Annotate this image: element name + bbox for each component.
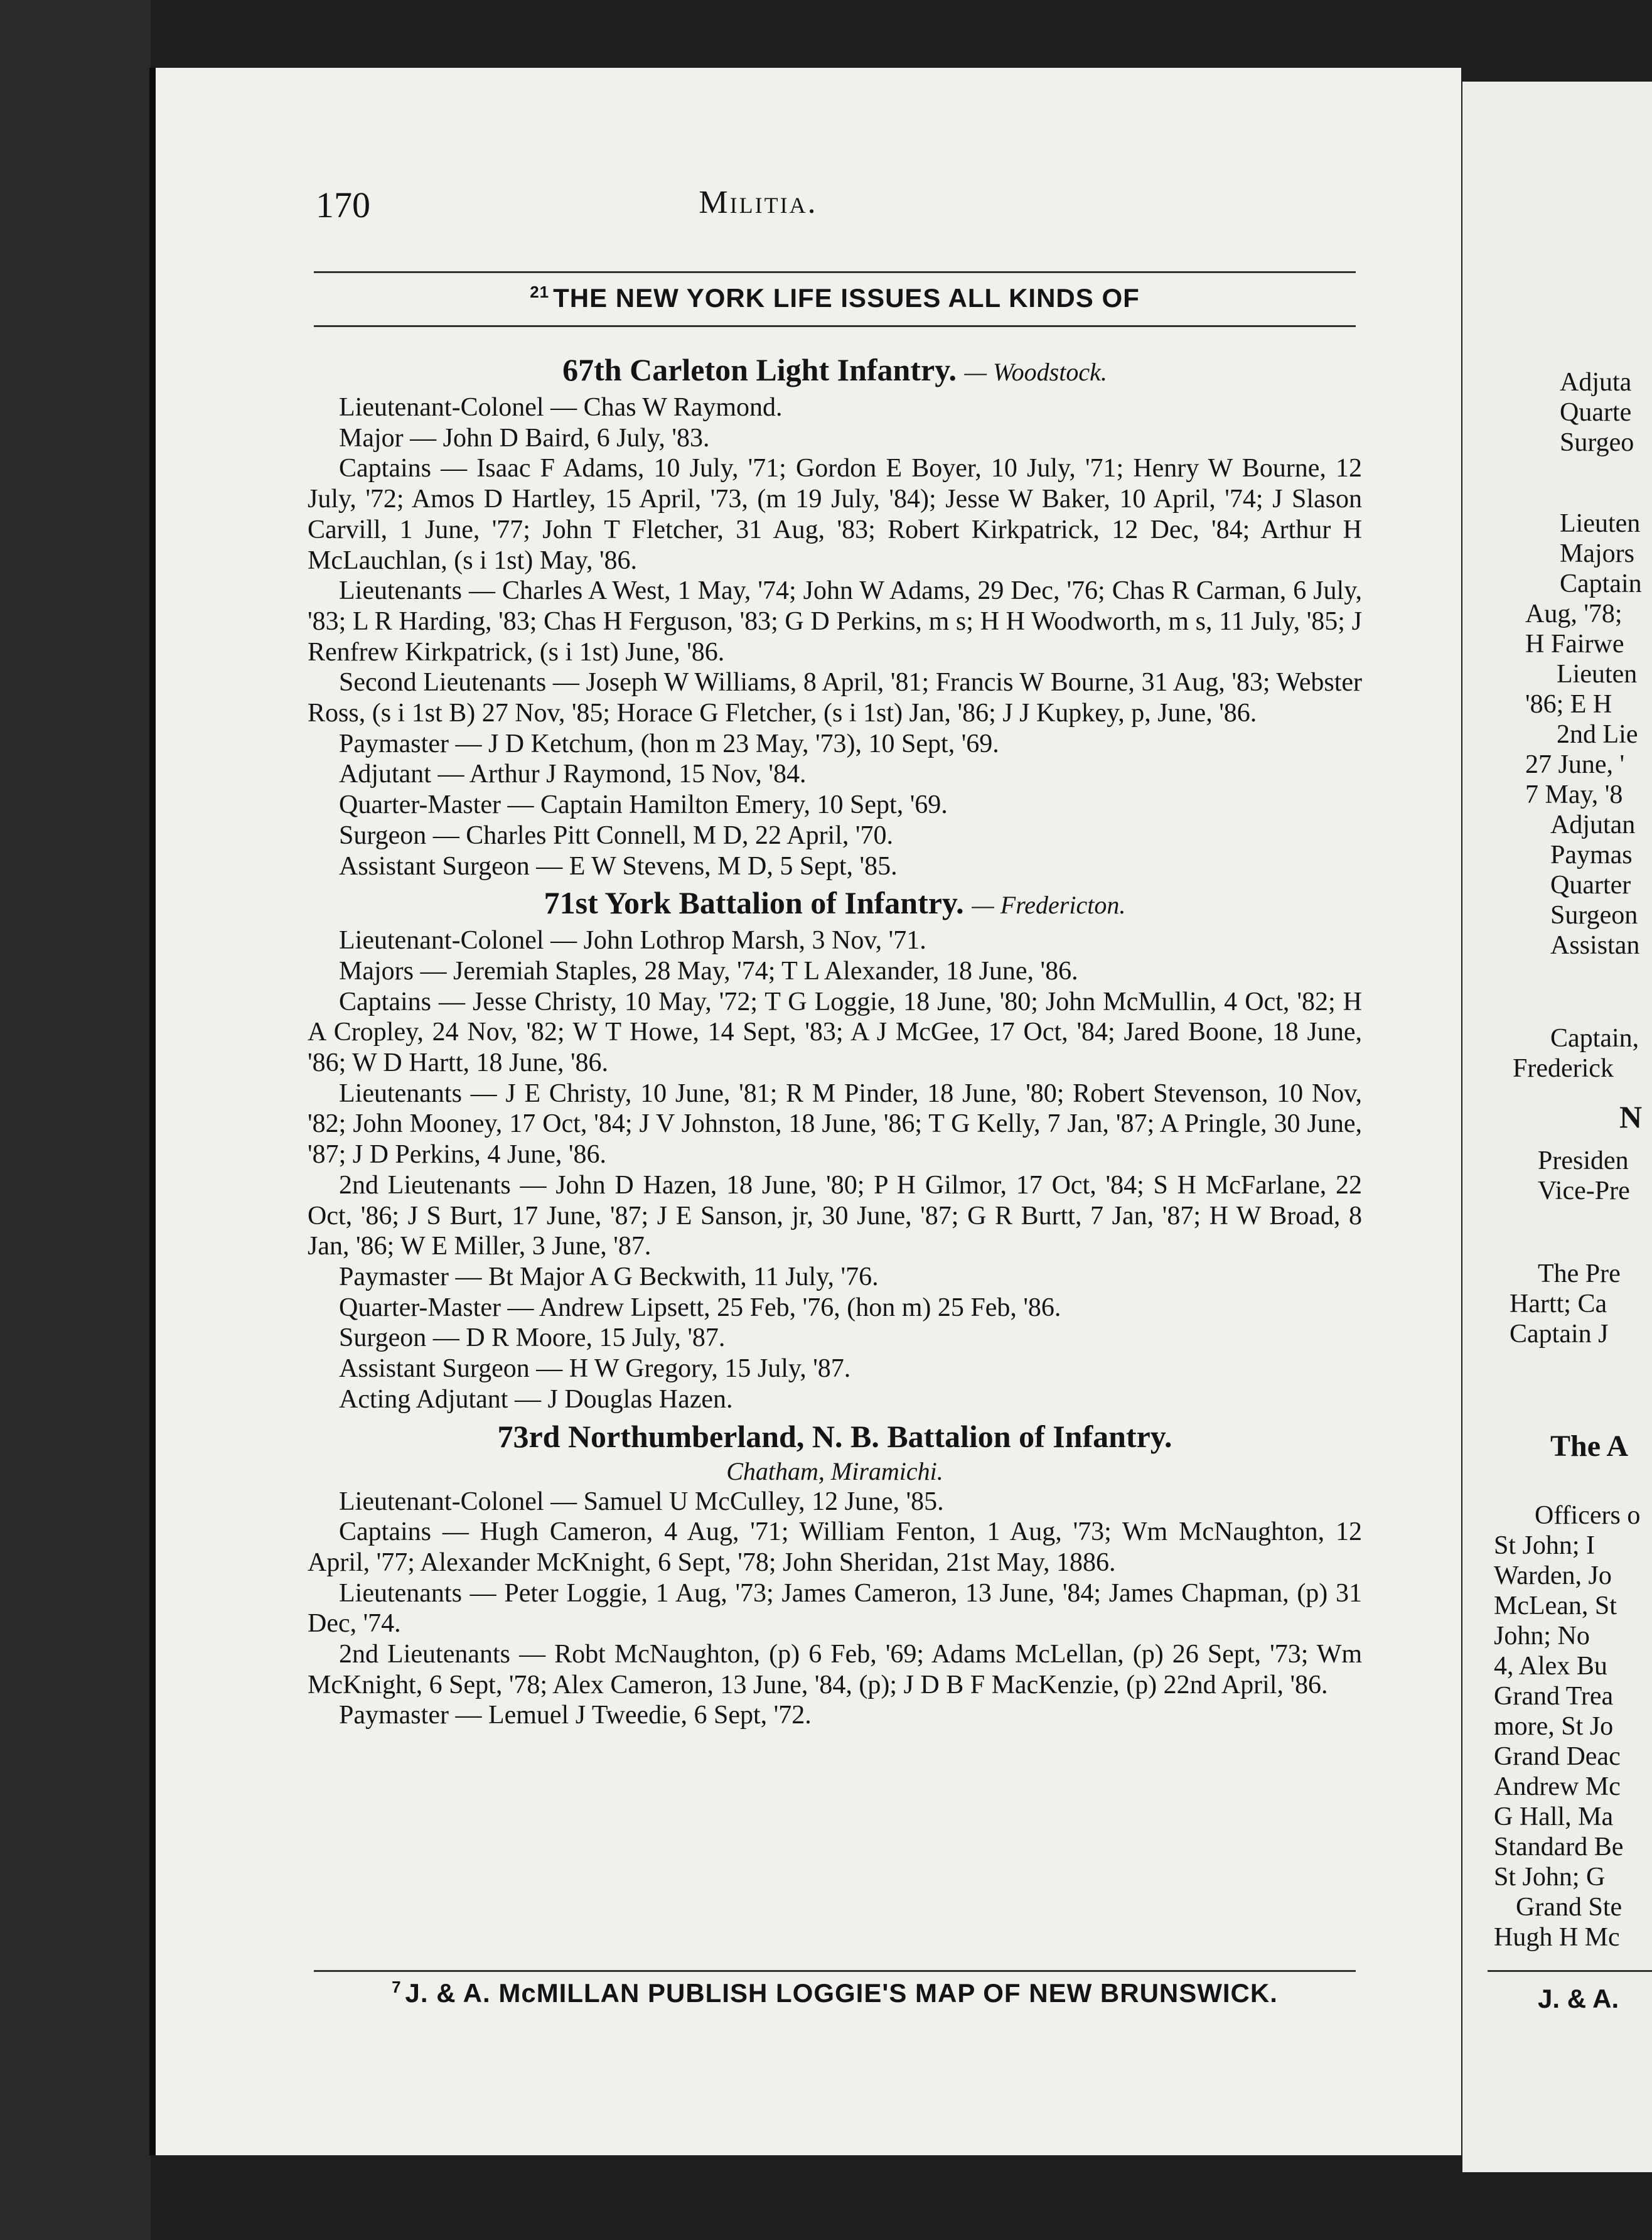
entry-paymaster: Paymaster — Lemuel J Tweedie, 6 Sept, '72. xyxy=(339,1701,812,1730)
fragment: Warden, Jo xyxy=(1494,1561,1612,1590)
section-place: Chatham, Miramichi. xyxy=(726,1457,943,1485)
fragment: St John; I xyxy=(1494,1531,1596,1560)
fragment: Captain xyxy=(1560,569,1642,598)
fragment: Paymas xyxy=(1550,841,1633,870)
fragment: Frederick xyxy=(1513,1054,1614,1083)
running-title: Militia. xyxy=(699,185,818,220)
fragment: more, St Jo xyxy=(1494,1712,1614,1741)
entry-majors: Majors — Jeremiah Staples, 28 May, '74; T L Alexander, 18 June, '86. xyxy=(339,956,1078,986)
fragment: Hugh H Mc xyxy=(1494,1923,1620,1952)
top-rule-upper xyxy=(314,271,1356,273)
right-page-edge xyxy=(1462,82,1652,2172)
fragment: Quarter xyxy=(1550,871,1631,900)
entry-second-lieutenants: 2nd Lieutenants — John D Hazen, 18 June, '80; P H Gilmor, 17 Oct, '84; S H McFarlane, 22 Oct, '86; J S Burt, 17 June, '87; J E Sanson, jr, 30 June, '87; G R Burtt, 7 Jan, '87; H W Broad, 8 Jan, '86; W E Miller, 3 June, '87. xyxy=(308,1170,1362,1261)
bottom-advertisement xyxy=(314,1978,1356,2008)
entry-captains: Captains — Isaac F Adams, 10 July, '71; Gordon E Boyer, 10 July, '71; Henry W Bourne, 12 July, '72; Amos D Hartley, 15 April, '73, (m 19 July, '84); Jesse W Baker, 10 April, '74; J Slason Carvill, 1 June, '77; John T Fletcher, 31 Aug, '83; Robert Kirkpatrick, 12 Dec, '84; Arthur H McLauchlan, (s i 1st) May, '86. xyxy=(308,454,1362,575)
ad-text: THE NEW YORK LIFE ISSUES ALL KINDS OF xyxy=(553,283,1140,313)
fragment: Lieuten xyxy=(1560,509,1641,538)
section-title: 73rd Northumberland, N. B. Battalion of Infantry. xyxy=(497,1418,1172,1454)
section-71st-york xyxy=(308,885,1362,1414)
fragment: N xyxy=(1619,1099,1643,1134)
fragment: Grand Ste xyxy=(1516,1893,1622,1922)
fragment: H Fairwe xyxy=(1525,630,1624,659)
fragment: Captain J xyxy=(1510,1320,1609,1349)
fragment: Majors xyxy=(1560,539,1634,568)
entry-acting-adjutant: Acting Adjutant — J Douglas Hazen. xyxy=(339,1384,733,1414)
entry-lieutenants: Lieutenants — J E Christy, 10 June, '81; R M Pinder, 18 June, '80; Robert Stevenson, 10 Nov, '82; John Mooney, 17 Oct, '84; J V Johnston, 18 June, '86; T G Kelly, 7 Jan, '87; A Pringle, 30 June, '87; J D Perkins, 4 June, '86. xyxy=(308,1079,1362,1170)
entry-quarter-master: Quarter-Master — Andrew Lipsett, 25 Feb, '76, (hon m) 25 Feb, '86. xyxy=(339,1293,1061,1322)
entry-assistant-surgeon: Assistant Surgeon — H W Gregory, 15 July, '87. xyxy=(339,1354,851,1384)
section-73rd-northumberland xyxy=(308,1419,1362,1731)
entry-second-lieutenants: 2nd Lieutenants — Robt McNaughton, (p) 6 Feb, '69; Adams McLellan, (p) 26 Sept, '73; Wm McKnight, 6 Sept, '78; Alex Cameron, 13 June, '84, (p); J D B F MacKenzie, (p) 22nd April, '86. xyxy=(308,1640,1362,1699)
fragment: J. & A. xyxy=(1538,1984,1619,2013)
scan-border xyxy=(0,0,151,2240)
right-bottom-rule xyxy=(1488,1970,1652,1972)
page-number: 170 xyxy=(316,185,370,225)
fragment: Officers o xyxy=(1535,1501,1641,1530)
ad-text: J. & A. McMILLAN PUBLISH LOGGIE'S MAP OF NEW BRUNSWICK. xyxy=(405,1978,1278,2008)
fragment: Grand Trea xyxy=(1494,1682,1614,1711)
section-place: — Fredericton. xyxy=(972,891,1126,920)
fragment: Standard Be xyxy=(1494,1833,1624,1861)
section-title: 71st York Battalion of Infantry. — Fredericton. xyxy=(544,885,1126,921)
section-title: 67th Carleton Light Infantry. — Woodstock. xyxy=(562,352,1107,387)
fragment: Surgeo xyxy=(1560,428,1634,457)
top-rule-lower xyxy=(314,325,1356,327)
fragment: Vice-Pre xyxy=(1538,1177,1630,1205)
fragment: Surgeon xyxy=(1550,901,1638,930)
entry-lieutenant-colonel: Lieutenant-Colonel — Samuel U McCulley, 12 June, '85. xyxy=(339,1487,944,1516)
top-advertisement xyxy=(314,283,1356,313)
entry-major: Major — John D Baird, 6 July, '83. xyxy=(339,423,710,453)
fragment: Lieuten xyxy=(1557,660,1638,689)
entry-captains: Captains — Jesse Christy, 10 May, '72; T G Loggie, 18 June, '80; John McMullin, 4 Oct, '82; H A Cropley, 24 Nov, '82; W T Howe, 14 Sept, '83; A J McGee, 17 Oct, '84; Jared Boone, 18 June, '86; W D Hartt, 18 June, '86. xyxy=(308,987,1362,1078)
fragment: 27 June, ' xyxy=(1525,750,1625,779)
ad-marker: 7 xyxy=(392,1978,402,1996)
fragment: 4, Alex Bu xyxy=(1494,1652,1607,1681)
fragment: Aug, '78; xyxy=(1525,600,1622,628)
fragment: The Pre xyxy=(1538,1259,1621,1288)
fragment: Presiden xyxy=(1538,1146,1629,1175)
entry-lieutenants: Lieutenants — Charles A West, 1 May, '74; John W Adams, 29 Dec, '76; Chas R Carman, 6 July, '83; L R Harding, '83; Chas H Ferguson, '83; G D Perkins, m s; H H Woodworth, m s, 11 July, '85; J Renfrew Kirkpatrick, (s i 1st) June, '86. xyxy=(308,576,1362,667)
fragment: '86; E H xyxy=(1525,690,1612,719)
militia-listing xyxy=(308,348,1362,1731)
fragment: Adjutan xyxy=(1550,810,1636,839)
fragment: G Hall, Ma xyxy=(1494,1802,1614,1831)
entry-captains: Captains — Hugh Cameron, 4 Aug, '71; William Fenton, 1 Aug, '73; Wm McNaughton, 12 April, '77; Alexander McKnight, 6 Sept, '78; John Sheridan, 21st May, 1886. xyxy=(308,1517,1362,1577)
entry-lieutenant-colonel: Lieutenant-Colonel — Chas W Raymond. xyxy=(339,393,783,422)
entry-surgeon: Surgeon — D R Moore, 15 July, '87. xyxy=(339,1323,726,1353)
section-place: — Woodstock. xyxy=(964,358,1107,386)
fragment: McLean, St xyxy=(1494,1591,1617,1620)
entry-quarter-master: Quarter-Master — Captain Hamilton Emery, 10 Sept, '69. xyxy=(339,790,948,820)
fragment: Grand Deac xyxy=(1494,1742,1621,1771)
entry-surgeon: Surgeon — Charles Pitt Connell, M D, 22 April, '70. xyxy=(339,821,893,850)
entry-assistant-surgeon: Assistant Surgeon — E W Stevens, M D, 5 Sept, '85. xyxy=(339,851,898,881)
entry-paymaster: Paymaster — Bt Major A G Beckwith, 11 July, '76. xyxy=(339,1262,879,1291)
fragment: 2nd Lie xyxy=(1557,720,1638,749)
entry-lieutenants: Lieutenants — Peter Loggie, 1 Aug, '73; James Cameron, 13 June, '84; James Chapman, (p) 31 Dec, '74. xyxy=(308,1578,1362,1639)
section-67th-carleton xyxy=(308,352,1362,881)
fragment: Assistan xyxy=(1550,931,1640,960)
running-head xyxy=(156,184,1461,240)
fragment: Adjuta xyxy=(1560,368,1632,397)
entry-lieutenant-colonel: Lieutenant-Colonel — John Lothrop Marsh, 3 Nov, '71. xyxy=(339,926,926,956)
fragment: Captain, xyxy=(1550,1024,1639,1053)
fragment: Andrew Mc xyxy=(1494,1772,1621,1801)
entry-second-lieutenants: Second Lieutenants — Joseph W Williams, 8 April, '81; Francis W Bourne, 31 Aug, '83; Webster Ross, (s i 1st B) 27 Nov, '85; Horace G Fletcher, (s i 1st) Jan, '86; J J Kupkey, p, June, '86. xyxy=(308,668,1362,728)
ad-marker: 21 xyxy=(530,283,550,301)
fragment: Hartt; Ca xyxy=(1510,1290,1607,1318)
fragment: Quarte xyxy=(1560,398,1632,427)
fragment: The A xyxy=(1550,1430,1629,1463)
fragment: St John; G xyxy=(1494,1863,1606,1892)
fragment: 7 May, '8 xyxy=(1525,780,1623,809)
bottom-rule xyxy=(314,1970,1356,1972)
entry-adjutant: Adjutant — Arthur J Raymond, 15 Nov, '84. xyxy=(339,760,807,789)
entry-paymaster: Paymaster — J D Ketchum, (hon m 23 May, '73), 10 Sept, '69. xyxy=(339,729,999,758)
fragment: John; No xyxy=(1494,1622,1590,1650)
